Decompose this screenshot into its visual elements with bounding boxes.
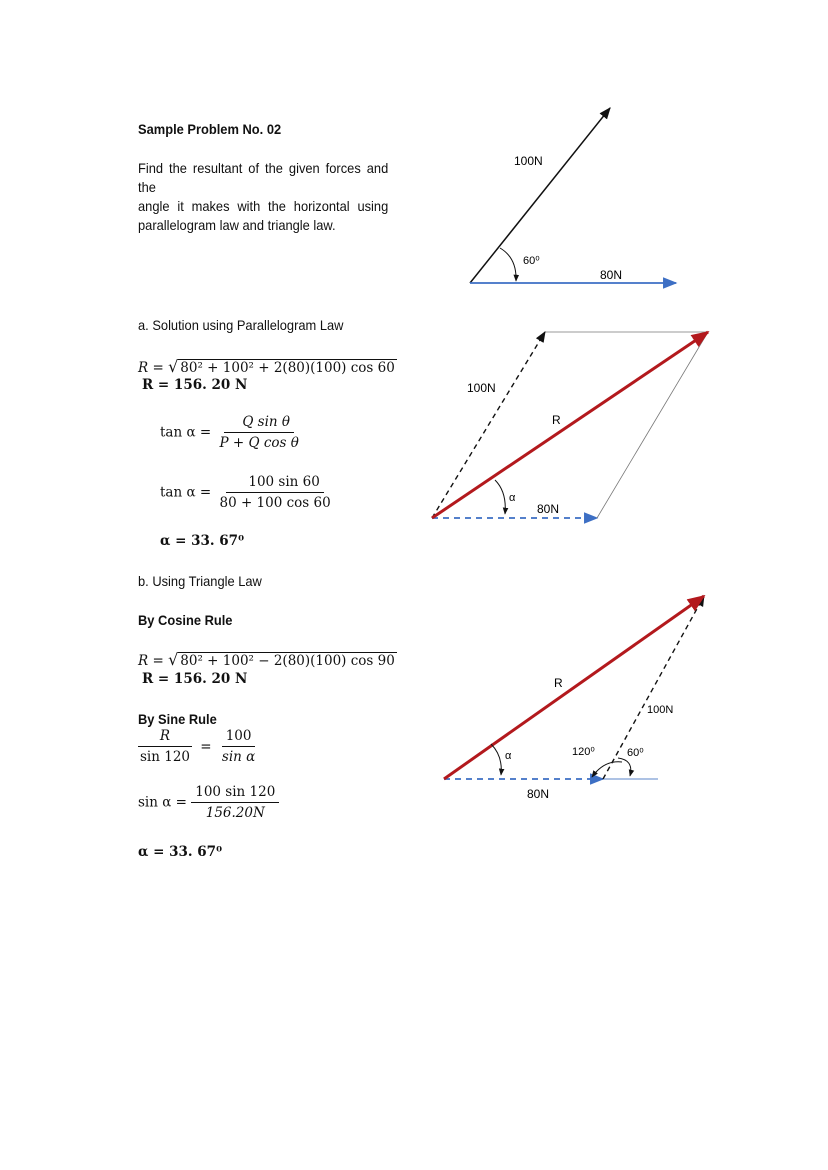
angle-alpha-arc: [491, 744, 501, 775]
label-120-deg: 120⁰: [572, 746, 595, 758]
cosine-rule-heading: By Cosine Rule: [138, 612, 233, 628]
problem-line: Find the resultant of the given forces and the: [138, 160, 389, 195]
fraction-numerator: 100: [222, 728, 256, 747]
tan-label: tan α =: [160, 424, 212, 441]
r-label: R =: [138, 360, 164, 376]
sqrt-sign: √: [168, 357, 179, 376]
sqrt-sign: √: [168, 650, 179, 669]
label-80n: 80N: [537, 502, 560, 516]
part-a-resultant-value: R = 156. 20 N: [142, 377, 248, 393]
fraction-denominator: sin 120: [140, 749, 190, 765]
fraction-denominator: 80 + 100 cos 60: [219, 495, 331, 511]
fraction-denominator: sin α: [221, 749, 256, 765]
angle-alpha-arc: [495, 480, 505, 514]
problem-line: angle it makes with the horizontal using: [138, 198, 389, 214]
sqrt-argument: 80² + 100² − 2(80)(100) cos 90: [180, 653, 395, 669]
label-r: R: [552, 413, 561, 427]
label-alpha: α: [505, 750, 512, 762]
tan-label: tan α =: [160, 484, 212, 501]
resultant-r-arrow: [432, 332, 708, 518]
sin-label: sin α =: [138, 794, 187, 811]
r-label: R =: [138, 653, 164, 669]
fraction-denominator: P + Q cos θ: [219, 435, 299, 451]
label-r: R: [554, 676, 563, 690]
fraction-numerator: Q sin θ: [224, 414, 294, 433]
label-80n: 80N: [600, 268, 623, 282]
problem-line: parallelogram law and triangle law.: [138, 217, 336, 233]
diagram-given-forces: [470, 108, 676, 283]
part-a-heading: a. Solution using Parallelogram Law: [138, 317, 344, 333]
sqrt-argument: 80² + 100² + 2(80)(100) cos 60: [180, 360, 395, 376]
angle-60-arc: [618, 758, 631, 776]
label-60-deg: 60⁰: [627, 747, 644, 759]
part-b-alpha-result: α = 33. 67⁰: [138, 844, 222, 860]
sine-rule-heading: By Sine Rule: [138, 711, 217, 727]
part-b-resultant-value: R = 156. 20 N: [142, 671, 248, 687]
parallelogram-side-right: [597, 332, 708, 518]
problem-title: Sample Problem No. 02: [138, 121, 282, 137]
diagram-parallelogram: [432, 332, 708, 518]
force-100-dashed: [432, 332, 545, 518]
label-100n: 100N: [647, 704, 674, 716]
label-100n: 100N: [514, 154, 543, 168]
fraction-denominator: 156.20N: [205, 805, 265, 821]
label-100n: 100N: [467, 381, 496, 395]
fraction-numerator: 100 sin 120: [191, 784, 279, 803]
label-alpha: α: [509, 492, 516, 504]
label-60-deg: 60⁰: [523, 255, 540, 267]
angle-60-arc: [500, 248, 516, 281]
part-b-heading: b. Using Triangle Law: [138, 573, 262, 589]
part-a-alpha-result: α = 33. 67⁰: [160, 533, 244, 549]
fraction-numerator: 100 sin 60: [226, 474, 323, 493]
angle-120-arc: [592, 762, 622, 777]
force-100-arrow: [470, 108, 610, 283]
equals-sign: =: [200, 738, 212, 755]
fraction-numerator: R: [138, 728, 192, 747]
force-100-dashed: [603, 596, 704, 779]
diagram-triangle: [444, 596, 704, 801]
label-80n: 80N: [527, 787, 550, 801]
